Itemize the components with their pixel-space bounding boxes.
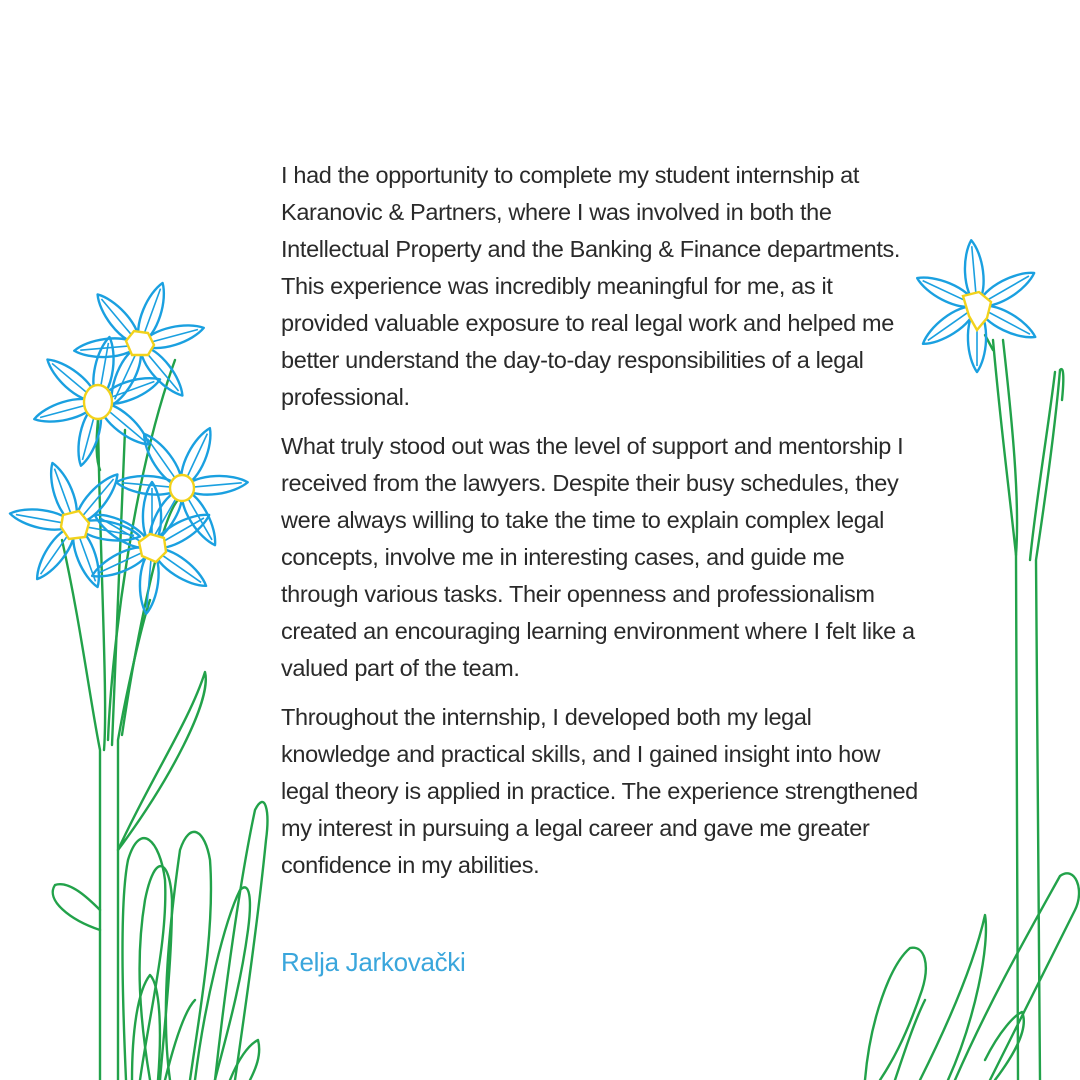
author-name: Relja Jarkovački: [281, 947, 466, 977]
paragraph-3: Throughout the internship, I developed both my legal knowledge and practical skills, and I gained insight into how legal theory is applied in practice. The experience strengthened my interest in pursuing a legal career and gave me greater confidence in my abilities.: [281, 704, 918, 878]
left-flowers: [8, 280, 248, 615]
paragraph-2: What truly stood out was the level of support and mentorship I received from the lawyers. Despite their busy schedules, they were always willing to take the time to explain complex legal concepts, involve me in interesting cases, and guide me through various tasks. Their openness and professionalism created an encouraging learning environment where I felt like a valued part of the team.: [281, 433, 915, 681]
testimonial-text: [281, 157, 921, 896]
paragraph-1: I had the opportunity to complete my student internship at Karanovic & Partners, where I was involved in both the Intellectual Property and the Banking & Finance departments. This experience was incredibly meaningful for me, as it provided valuable exposure to real legal work and helped me better understand the day-to-day responsibilities of a legal professional.: [281, 162, 901, 410]
right-flower: [913, 239, 1039, 372]
left-stems: [53, 360, 268, 1080]
